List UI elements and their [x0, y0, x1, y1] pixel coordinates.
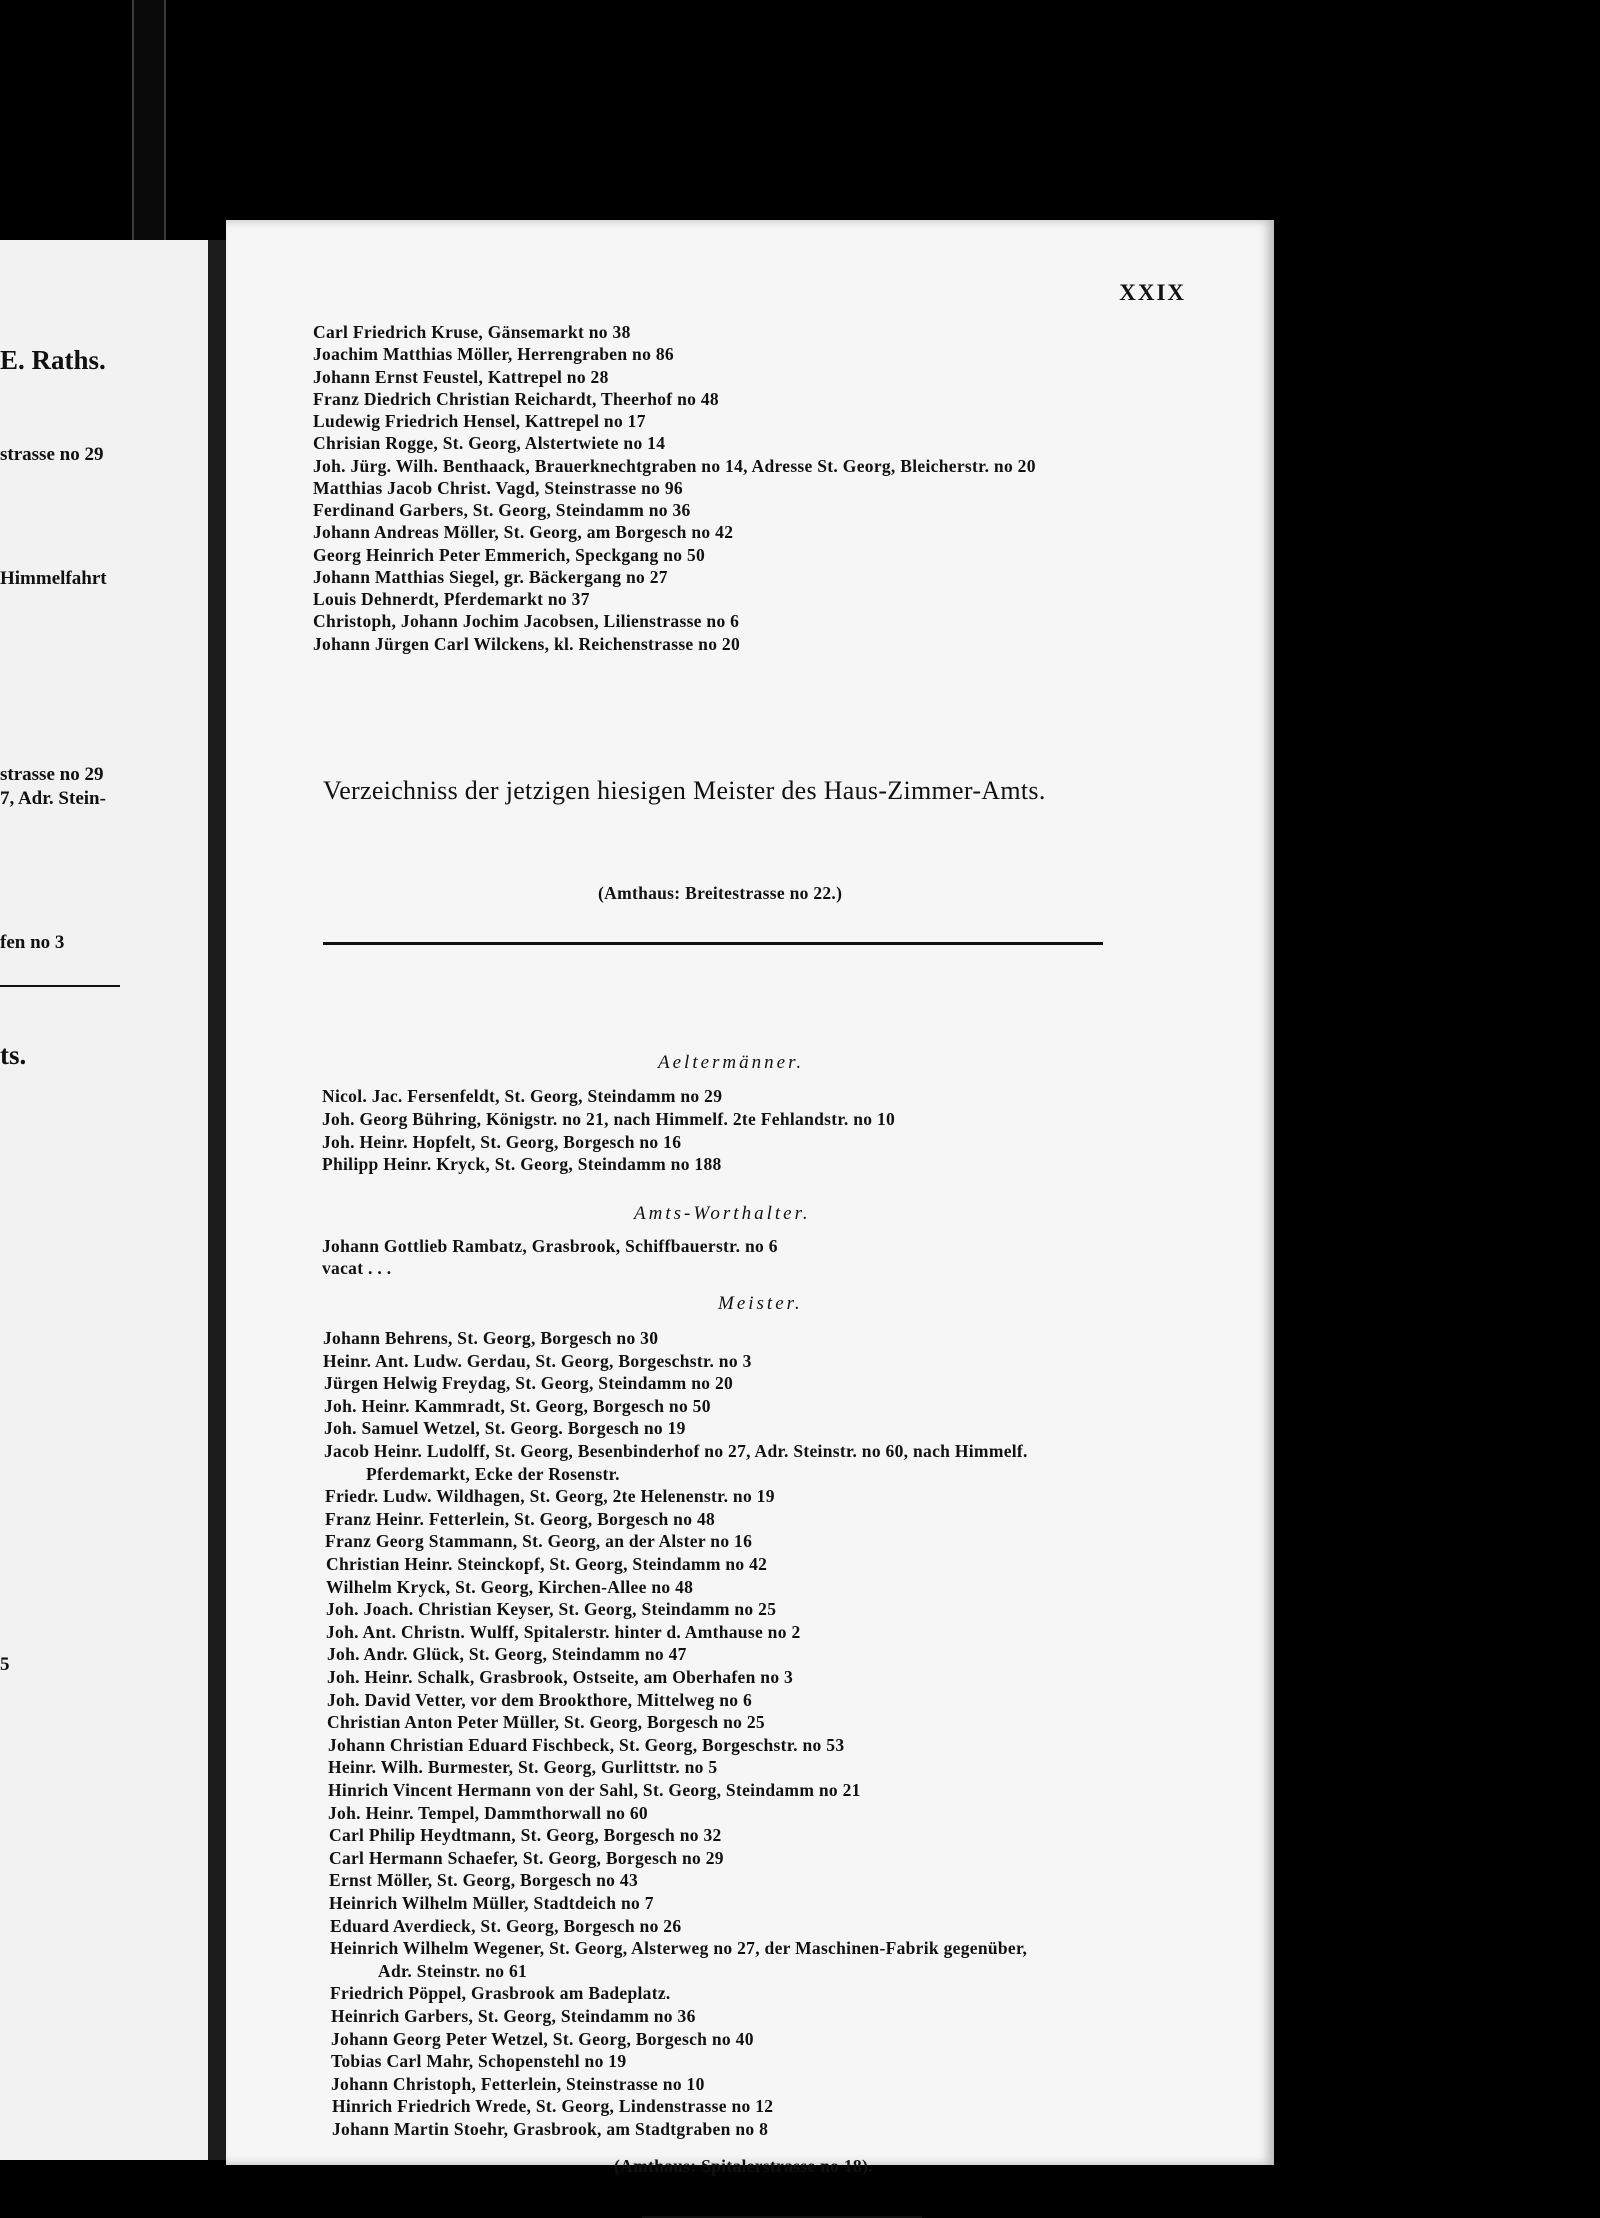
aeltermaenner-heading: Aeltermänner.: [658, 1052, 805, 1073]
list-item: Pferdemarkt, Ecke der Rosenstr.: [366, 1463, 620, 1484]
list-item: Joh. David Vetter, vor dem Brookthore, Mittelweg no 6: [327, 1689, 753, 1710]
list-item: Joh. Heinr. Tempel, Dammthorwall no 60: [328, 1802, 648, 1823]
list-item: Adr. Steinstr. no 61: [378, 1960, 528, 1981]
left-fragment: E. Raths.: [0, 345, 106, 375]
list-item: Friedr. Ludw. Wildhagen, St. Georg, 2te Helenenstr. no 19: [325, 1486, 775, 1507]
list-item: Hinrich Friedrich Wrede, St. Georg, Lindenstrasse no 12: [332, 2096, 774, 2117]
amts-worthalter-heading: Amts-Worthalter.: [634, 1203, 811, 1224]
left-fragment: Himmelfahrt: [0, 568, 107, 589]
list-item: Carl Hermann Schaefer, St. Georg, Borgesch no 29: [329, 1847, 724, 1868]
list-item: Ferdinand Garbers, St. Georg, Steindamm no 36: [313, 500, 691, 520]
list-item: Joh. Joach. Christian Keyser, St. Georg, Steindamm no 25: [326, 1599, 777, 1620]
left-fragment: ts.: [0, 1040, 27, 1070]
list-item: Chrisian Rogge, St. Georg, Alstertwiete no 14: [313, 433, 666, 454]
list-item: Jürgen Helwig Freydag, St. Georg, Steindamm no 20: [324, 1373, 734, 1394]
list-item: Joh. Andr. Glück, St. Georg, Steindamm no 47: [327, 1644, 687, 1665]
left-fragment: strasse no 29: [0, 764, 104, 785]
list-item: Christoph, Johann Jochim Jacobsen, Lilienstrasse no 6: [313, 611, 740, 632]
list-item: Johann Christoph, Fetterlein, Steinstrasse no 10: [331, 2073, 705, 2094]
list-item: Johann Martin Stoehr, Grasbrook, am Stadtgraben no 8: [332, 2119, 769, 2139]
list-item: Joh. Georg Bühring, Königstr. no 21, nach Himmelf. 2te Fehlandstr. no 10: [322, 1108, 896, 1129]
list-item: Johann Ernst Feustel, Kattrepel no 28: [313, 366, 609, 387]
list-item: Joh. Jürg. Wilh. Benthaack, Brauerknechtgraben no 14, Adresse St. Georg, Bleicherstr. no 20: [313, 455, 1036, 476]
list-item: Johann Behrens, St. Georg, Borgesch no 30: [323, 1328, 659, 1348]
list-item: Christian Heinr. Steinckopf, St. Georg, Steindamm no 42: [326, 1554, 768, 1574]
list-item: Joh. Heinr. Hopfelt, St. Georg, Borgesch no 16: [322, 1131, 682, 1152]
list-item: Heinrich Wilhelm Müller, Stadtdeich no 7: [329, 1893, 654, 1913]
list-item: vacat . . .: [322, 1258, 392, 1278]
list-item: Heinrich Garbers, St. Georg, Steindamm no 36: [331, 2006, 696, 2026]
page-number: XXIX: [1119, 280, 1186, 305]
meister-heading: Meister.: [718, 1293, 803, 1314]
list-item: Eduard Averdieck, St. Georg, Borgesch no 26: [330, 1915, 682, 1936]
list-item: Matthias Jacob Christ. Vagd, Steinstrasse no 96: [313, 477, 683, 498]
list-item: Christian Anton Peter Müller, St. Georg, Borgesch no 25: [327, 1712, 765, 1733]
left-fragment: fen no 3: [0, 932, 65, 953]
list-item: Carl Friedrich Kruse, Gänsemarkt no 38: [313, 322, 631, 342]
amthaus-note: (Amthaus: Breitestrasse no 22.): [598, 883, 843, 903]
list-item: Johann Georg Peter Wetzel, St. Georg, Borgesch no 40: [331, 2028, 754, 2049]
list-item: Ernst Möller, St. Georg, Borgesch no 43: [329, 1870, 639, 1891]
list-item: Johann Matthias Siegel, gr. Bäckergang no 27: [313, 566, 668, 587]
left-divider: [0, 985, 120, 987]
list-item: Joh. Heinr. Schalk, Grasbrook, Ostseite, am Oberhafen no 3: [327, 1667, 794, 1687]
list-item: Johann Jürgen Carl Wilckens, kl. Reichenstrasse no 20: [313, 633, 741, 654]
list-item: Jacob Heinr. Ludolff, St. Georg, Besenbinderhof no 27, Adr. Steinstr. no 60, nach Himmelf.: [324, 1441, 1028, 1461]
list-item: Carl Philip Heydtmann, St. Georg, Borgesch no 32: [329, 1825, 722, 1846]
list-item: Joh. Heinr. Kammradt, St. Georg, Borgesch no 50: [324, 1395, 711, 1416]
list-item: Tobias Carl Mahr, Schopenstehl no 19: [331, 2051, 627, 2072]
list-item: Joachim Matthias Möller, Herrengraben no 86: [313, 344, 674, 365]
list-item: Heinr. Ant. Ludw. Gerdau, St. Georg, Borgeschstr. no 3: [323, 1350, 752, 1371]
list-item: Philipp Heinr. Kryck, St. Georg, Steindamm no 188: [322, 1154, 722, 1175]
list-item: Georg Heinrich Peter Emmerich, Speckgang no 50: [313, 544, 706, 565]
bookmark-ribbon: [132, 0, 166, 245]
list-item: Louis Dehnerdt, Pferdemarkt no 37: [313, 589, 590, 609]
list-item: Joh. Samuel Wetzel, St. Georg. Borgesch no 19: [324, 1418, 686, 1439]
list-item: Friedrich Pöppel, Grasbrook am Badeplatz.: [330, 1983, 671, 2004]
list-item: Heinr. Wilh. Burmester, St. Georg, Gurlittstr. no 5: [328, 1757, 718, 1778]
list-item: Wilhelm Kryck, St. Georg, Kirchen-Allee no 48: [326, 1576, 694, 1597]
list-item: Heinrich Wilhelm Wegener, St. Georg, Alsterweg no 27, der Maschinen-Fabrik gegenüber,: [330, 1938, 1028, 1959]
list-item: Johann Andreas Möller, St. Georg, am Borgesch no 42: [313, 522, 734, 543]
list-item: Nicol. Jac. Fersenfeldt, St. Georg, Steindamm no 29: [322, 1086, 723, 1106]
list-item: Ludewig Friedrich Hensel, Kattrepel no 17: [313, 411, 646, 431]
list-item: Johann Christian Eduard Fischbeck, St. Georg, Borgeschstr. no 53: [328, 1734, 845, 1755]
list-item: Franz Heinr. Fetterlein, St. Georg, Borgesch no 48: [325, 1508, 716, 1529]
left-fragment: 7, Adr. Stein-: [0, 788, 106, 809]
list-item: Franz Diedrich Christian Reichardt, Theerhof no 48: [313, 388, 719, 409]
left-fragment: strasse no 29: [0, 444, 104, 465]
left-fragment: 5: [0, 1654, 10, 1675]
left-page: [0, 240, 208, 2160]
list-item: Johann Gottlieb Rambatz, Grasbrook, Schiffbauerstr. no 6: [322, 1236, 778, 1256]
right-page: [226, 220, 1274, 2176]
list-item: Joh. Ant. Christn. Wulff, Spitalerstr. hinter d. Amthause no 2: [326, 1621, 801, 1642]
list-item: Hinrich Vincent Hermann von der Sahl, St. Georg, Steindamm no 21: [328, 1780, 861, 1800]
section-divider: [323, 942, 1103, 945]
list-item: Franz Georg Stammann, St. Georg, an der Alster no 16: [325, 1531, 753, 1552]
section-title: Verzeichniss der jetzigen hiesigen Meister des Haus-Zimmer-Amts.: [323, 776, 1046, 805]
amthaus-note: (Amthaus: Spitalerstrasse no 18).: [614, 2156, 873, 2176]
